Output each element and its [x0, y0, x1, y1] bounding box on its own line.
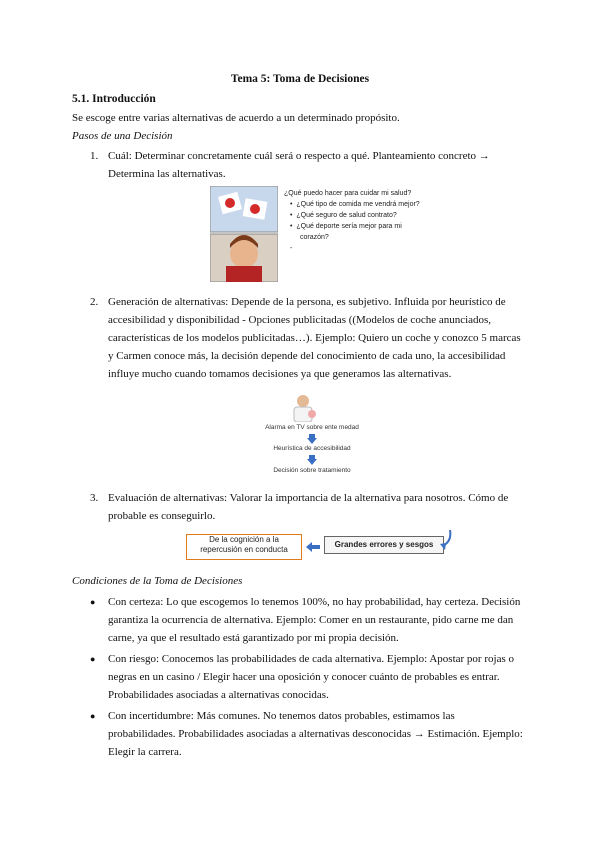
- step-line: Determina las alternativas.: [108, 168, 226, 180]
- box-line: De la cognición a la: [209, 535, 279, 544]
- arrow-down-icon: [307, 455, 317, 465]
- condition-item: [108, 593, 528, 647]
- step-line: Evaluación de alternativas: Valorar la importancia de la alternativa para nosotros. Cómo de: [108, 492, 509, 504]
- image-item-text: corazón?: [300, 234, 329, 241]
- doctor-icon: [288, 392, 318, 422]
- conditions-heading: Condiciones de la Toma de Decisiones: [72, 575, 243, 587]
- image-item: • ¿Qué deporte sería mejor para mi: [290, 223, 402, 230]
- step-text: [108, 147, 528, 183]
- step-number: 1.: [90, 150, 99, 162]
- section-heading: 5.1. Introducción: [72, 93, 156, 105]
- image-item: • ¿Qué seguro de salud contrato?: [290, 212, 397, 219]
- condition-line: Con certeza: Lo que escogemos lo tenemos 100%, no hay probabilidad, hay certeza. Decisión: [108, 596, 521, 608]
- condition-line: Con riesgo: Conocemos las probabilidades de cada alternativa. Ejemplo: Apostar por rojas o: [108, 653, 514, 665]
- step-line: Cuál: Determinar concretamente cuál será o respecto a qué. Planteamiento concreto →: [108, 150, 490, 162]
- step-text: [108, 293, 528, 383]
- bullet-icon: ●: [90, 654, 96, 664]
- condition-line: Probabilidades asociadas a alternativas conocidas.: [108, 689, 329, 701]
- intro-paragraph: Se escoge entre varias alternativas de acuerdo a un determinado propósito.: [72, 112, 400, 124]
- step-number: 2.: [90, 296, 99, 308]
- condition-line: probabilidades. Probabilidades asociadas a alternativas desconocidas → Estimación. Ejemplo:: [108, 728, 523, 740]
- arrow-down-icon: [307, 434, 317, 444]
- image-item-text: -: [290, 245, 293, 252]
- heuristic-flow-image: [252, 392, 372, 484]
- condition-item: [108, 707, 528, 761]
- steps-heading: Pasos de una Decisión: [72, 130, 173, 142]
- curved-arrow-icon: [440, 530, 454, 552]
- condition-line: garantiza la ocurrencia de alternativa. Ejemplo: Comer en un restaurante, pido carne me dan: [108, 614, 514, 626]
- cognition-diagram: [186, 530, 456, 564]
- condition-line: Elegir la carrera.: [108, 746, 182, 758]
- cognition-box: [186, 534, 302, 560]
- bullet-icon: ●: [90, 711, 96, 721]
- image-item-text: ¿Qué deporte sería mejor para mi: [296, 223, 402, 230]
- condition-line: carne, ya que el resultado está garantizado por mi propia decisión.: [108, 632, 399, 644]
- condition-line: Con incertidumbre: Más comunes. No tenemos datos probables, estimamos las: [108, 710, 455, 722]
- image-item: • ¿Qué tipo de comida me vendrá mejor?: [290, 201, 420, 208]
- health-image: [210, 186, 450, 282]
- flow-step: Decisión sobre tratamiento: [273, 467, 351, 474]
- errors-box: Grandes errores y sesgos: [324, 536, 444, 554]
- image-question: ¿Qué puedo hacer para cuidar mi salud?: [284, 190, 412, 197]
- step-number: 3.: [90, 492, 99, 504]
- page-title: Tema 5: Toma de Decisiones: [230, 73, 370, 85]
- flow-step: Heurística de accesibilidad: [273, 445, 351, 452]
- flow-step: Alarma en TV sobre ente medad: [265, 424, 359, 431]
- illustration-icon: [210, 186, 278, 282]
- box-line: repercusión en conducta: [200, 545, 288, 554]
- step-line: influye mucho cuando tomamos decisiones ya que generamos las alternativas.: [108, 368, 452, 380]
- bullet-icon: ●: [90, 597, 96, 607]
- step-line: y Carmen conoce más, la decisión depende del conocimiento de cada uno, la accesibilidad: [108, 350, 506, 362]
- step-line: accesibilidad y disponibilidad - Opciones publicitadas ((Modelos de coche anunciados,: [108, 314, 492, 326]
- condition-item: [108, 650, 528, 704]
- image-item-text: ¿Qué tipo de comida me vendrá mejor?: [296, 201, 420, 208]
- step-line: características de los modelos publicitadas…). Ejemplo: Quiero un coche y conozco 5 marcas: [108, 332, 521, 344]
- image-item-text: ¿Qué seguro de salud contrato?: [296, 212, 397, 219]
- step-line: Generación de alternativas: Depende de la persona, es subjetivo. Influida por heurístico de: [108, 296, 506, 308]
- arrow-left-icon: [306, 542, 320, 552]
- step-line: probable es conseguirlo.: [108, 510, 216, 522]
- condition-line: negras en un casino / Elegir hacer una oposición y conocer cuánto de probables es entrar.: [108, 671, 500, 683]
- step-text: [108, 489, 528, 525]
